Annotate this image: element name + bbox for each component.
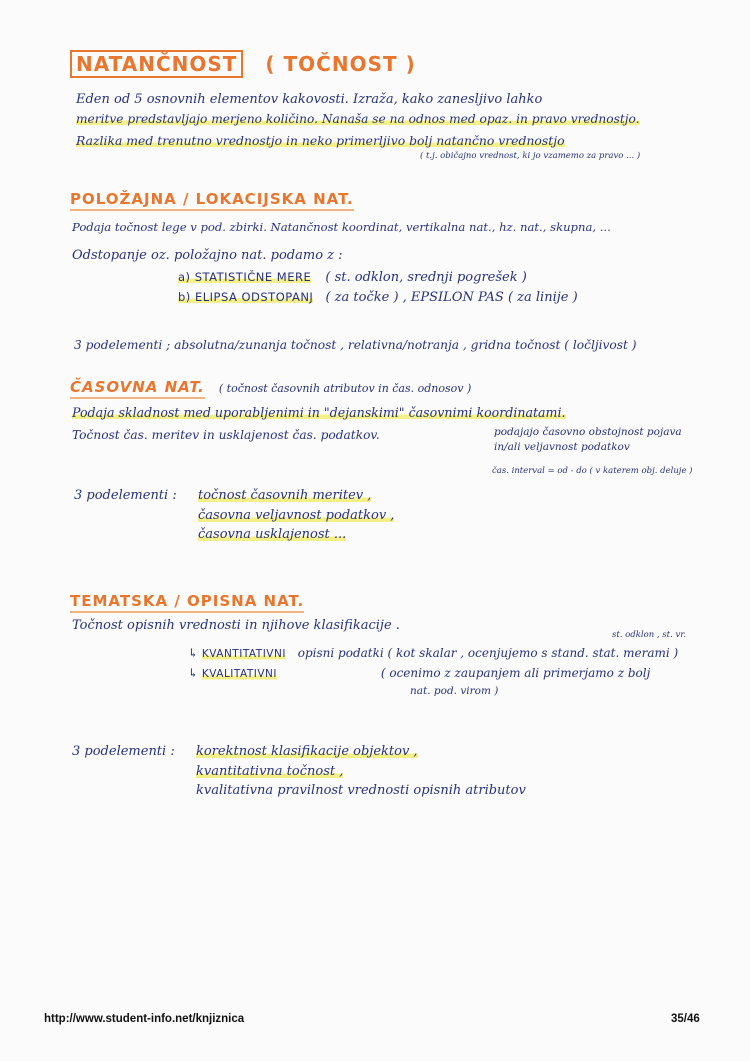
positional-line-1: Podaja točnost lege v pod. zbirki. Natančnost koordinat, vertikalna nat., hz. nat., skupna, ...	[72, 220, 611, 234]
error-ellipse: b) ELIPSA ODSTOPANJ	[178, 290, 314, 304]
temporal-line-1: Podaja skladnost med uporabljenimi in "dejanskimi" časovnimi koordinatami.	[72, 405, 566, 420]
intro-line-2: meritve predstavljajo merjeno količino. Nanaša se na odnos med opaz. in pravo vrednostjo.	[76, 112, 640, 126]
positional-line-2: Odstopanje oz. položajno nat. podamo z :	[72, 248, 343, 263]
statistical-measures-note: ( st. odklon, srednji pogrešek )	[325, 270, 527, 285]
temporal-sub-3: časovna usklajenost ...	[198, 527, 347, 542]
quantitative-label: KVANTITATIVNI	[201, 648, 286, 660]
qualitative-row	[188, 666, 650, 680]
temporal-heading: ČASOVNA NAT.	[70, 378, 205, 399]
page-number: 35/46	[671, 1013, 700, 1025]
temporal-side-1: podajajo časovno obstojnost pojava	[494, 426, 682, 438]
temporal-sub-1: točnost časovnih meritev ,	[198, 488, 372, 503]
title-rest: ( TOČNOST )	[265, 52, 416, 76]
thematic-sub-2: kvantitativna točnost ,	[196, 764, 344, 779]
temporal-side-3: čas. interval = od - do ( v katerem obj. deluje )	[492, 466, 693, 476]
arrow-icon: ↳	[188, 666, 202, 680]
thematic-sub-3: kvalitativna pravilnost vrednosti opisnih atributov	[196, 783, 526, 798]
temporal-side-2: in/ali veljavnost podatkov	[494, 441, 630, 453]
statistical-measures: a) STATISTIČNE MERE	[178, 270, 312, 284]
thematic-heading: TEMATSKA / OPISNA NAT.	[70, 592, 304, 613]
title-boxed: NATANČNOST	[70, 50, 243, 78]
quantitative-note: opisni podatki ( kot skalar , ocenjujemo s stand. stat. merami )	[297, 646, 679, 660]
error-ellipse-note: ( za točke ) , EPSILON PAS ( za linije )	[325, 290, 578, 305]
thematic-line-1: Točnost opisnih vrednosti in njihove klasifikacije .	[72, 618, 400, 633]
temporal-sub-label: 3 podelementi :	[74, 488, 177, 503]
quantitative-row	[188, 646, 678, 660]
intro-note: ( t.j. običajno vrednost, ki jo vzamemo za pravo ... )	[420, 151, 641, 161]
positional-heading: POLOŽAJNA / LOKACIJSKA NAT.	[70, 190, 354, 211]
intro-line-3: Razlika med trenutno vrednostjo in neko primerljivo bolj natančno vrednostjo	[76, 133, 565, 148]
temporal-sub-2: časovna veljavnost podatkov ,	[198, 508, 395, 523]
positional-item-b	[178, 290, 578, 305]
arrow-icon: ↳	[188, 646, 202, 660]
temporal-heading-row	[70, 378, 471, 396]
qualitative-label: KVALITATIVNI	[201, 668, 278, 680]
temporal-heading-note: ( točnost časovnih atributov in čas. odnosov )	[218, 382, 472, 395]
thematic-sub-label: 3 podelementi :	[72, 744, 175, 759]
page-title	[70, 52, 416, 76]
footer-url: http://www.student-info.net/knjiznica	[44, 1013, 245, 1025]
qualitative-note-2: nat. pod. virom )	[410, 685, 499, 697]
qualitative-note: ( ocenimo z zaupanjem ali primerjamo z bolj	[380, 666, 651, 680]
thematic-sub-1: korektnost klasifikacije objektov ,	[196, 744, 418, 759]
positional-subelements: 3 podelementi ; absolutna/zunanja točnost , relativna/notranja , gridna točnost ( ločljivost )	[74, 338, 637, 352]
stat-note: st. odklon , st. vr.	[612, 630, 687, 640]
intro-line-1: Eden od 5 osnovnih elementov kakovosti. Izraža, kako zanesljivo lahko	[76, 92, 543, 107]
temporal-line-2: Točnost čas. meritev in usklajenost čas. podatkov.	[72, 428, 380, 442]
positional-item-a	[178, 270, 527, 285]
